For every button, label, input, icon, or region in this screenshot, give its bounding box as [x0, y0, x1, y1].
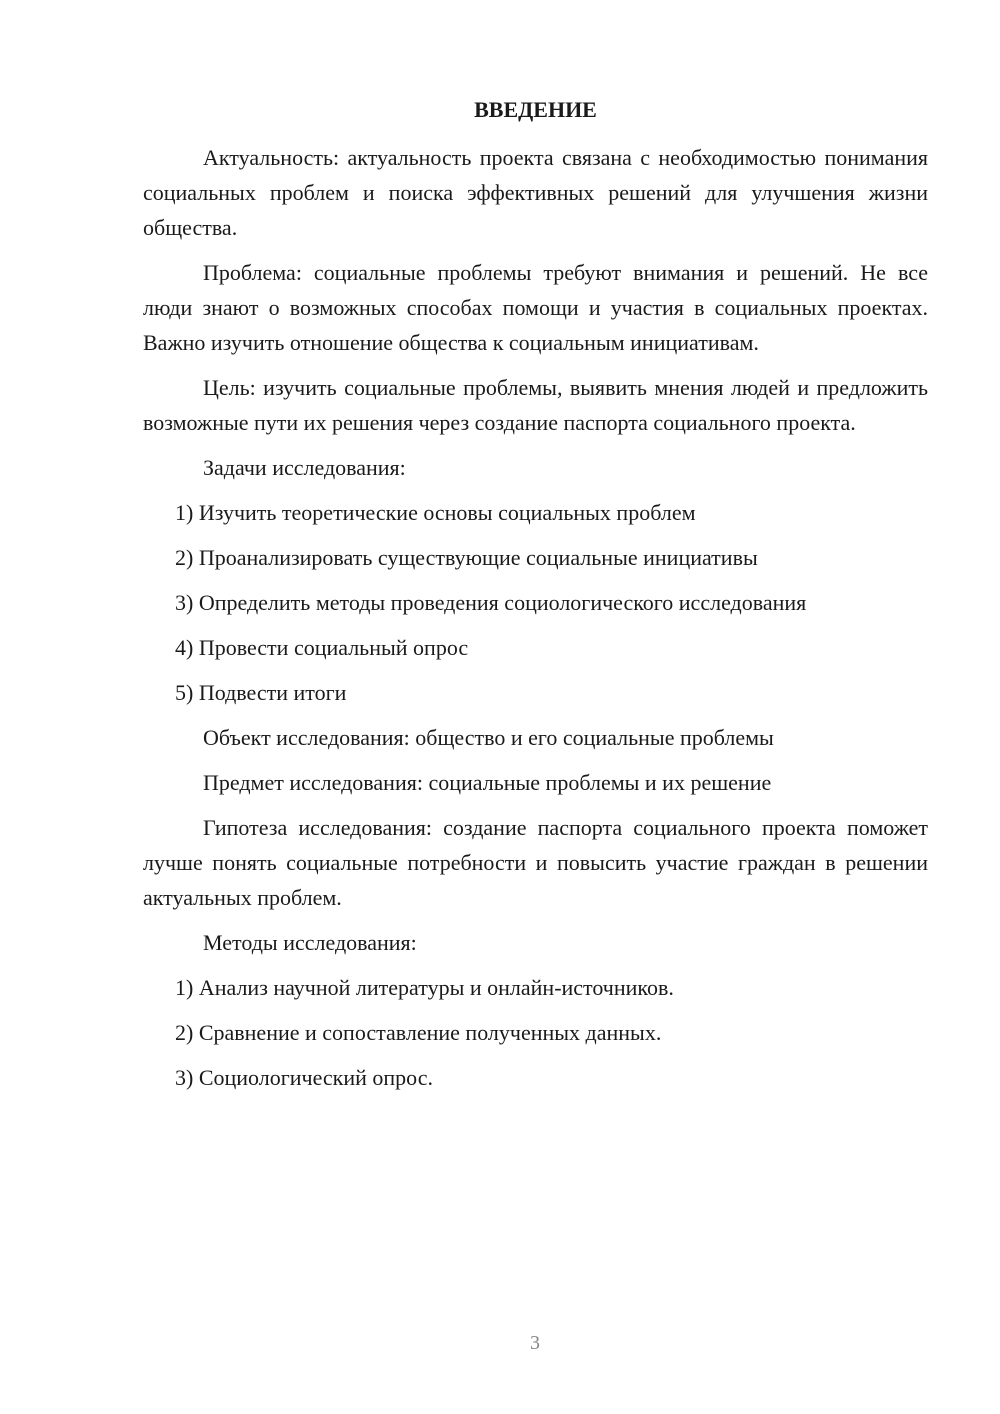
- subject-line: Предмет исследования: социальные проблемы и их решение: [203, 770, 772, 795]
- hypothesis-paragraph: Гипотеза исследования: создание паспорта социального проекта поможет лучше понять социальные потребности и повысить участие граждан в решении актуальных проблем.: [143, 815, 928, 910]
- tasks-title: Задачи исследования:: [203, 455, 406, 480]
- task-item: 1) Изучить теоретические основы социальных проблем: [175, 500, 696, 525]
- task-item: 3) Определить методы проведения социологического исследования: [175, 590, 807, 615]
- object-line: Объект исследования: общество и его социальные проблемы: [203, 725, 774, 750]
- task-item: 2) Проанализировать существующие социальные инициативы: [175, 545, 758, 570]
- method-item: 2) Сравнение и сопоставление полученных данных.: [175, 1020, 662, 1045]
- task-item: 4) Провести социальный опрос: [175, 635, 469, 660]
- relevance-paragraph: Актуальность: актуальность проекта связана с необходимостью понимания социальных проблем и поиска эффективных решений для улучшения жизни общества.: [143, 145, 928, 240]
- page-content: [143, 95, 928, 1105]
- page-number: 3: [530, 1332, 540, 1354]
- methods-title: Методы исследования:: [203, 930, 417, 955]
- method-item: 3) Социологический опрос.: [175, 1065, 433, 1090]
- method-item: 1) Анализ научной литературы и онлайн-источников.: [175, 975, 674, 1000]
- task-item: 5) Подвести итоги: [175, 680, 347, 705]
- problem-paragraph: Проблема: социальные проблемы требуют внимания и решений. Не все люди знают о возможных способах помощи и участия в социальных проектах. Важно изучить отношение общества к социальным инициативам.: [143, 260, 928, 355]
- goal-paragraph: Цель: изучить социальные проблемы, выявить мнения людей и предложить возможные пути их решения через создание паспорта социального проекта.: [143, 375, 928, 435]
- section-heading: ВВЕДЕНИЕ: [474, 97, 597, 122]
